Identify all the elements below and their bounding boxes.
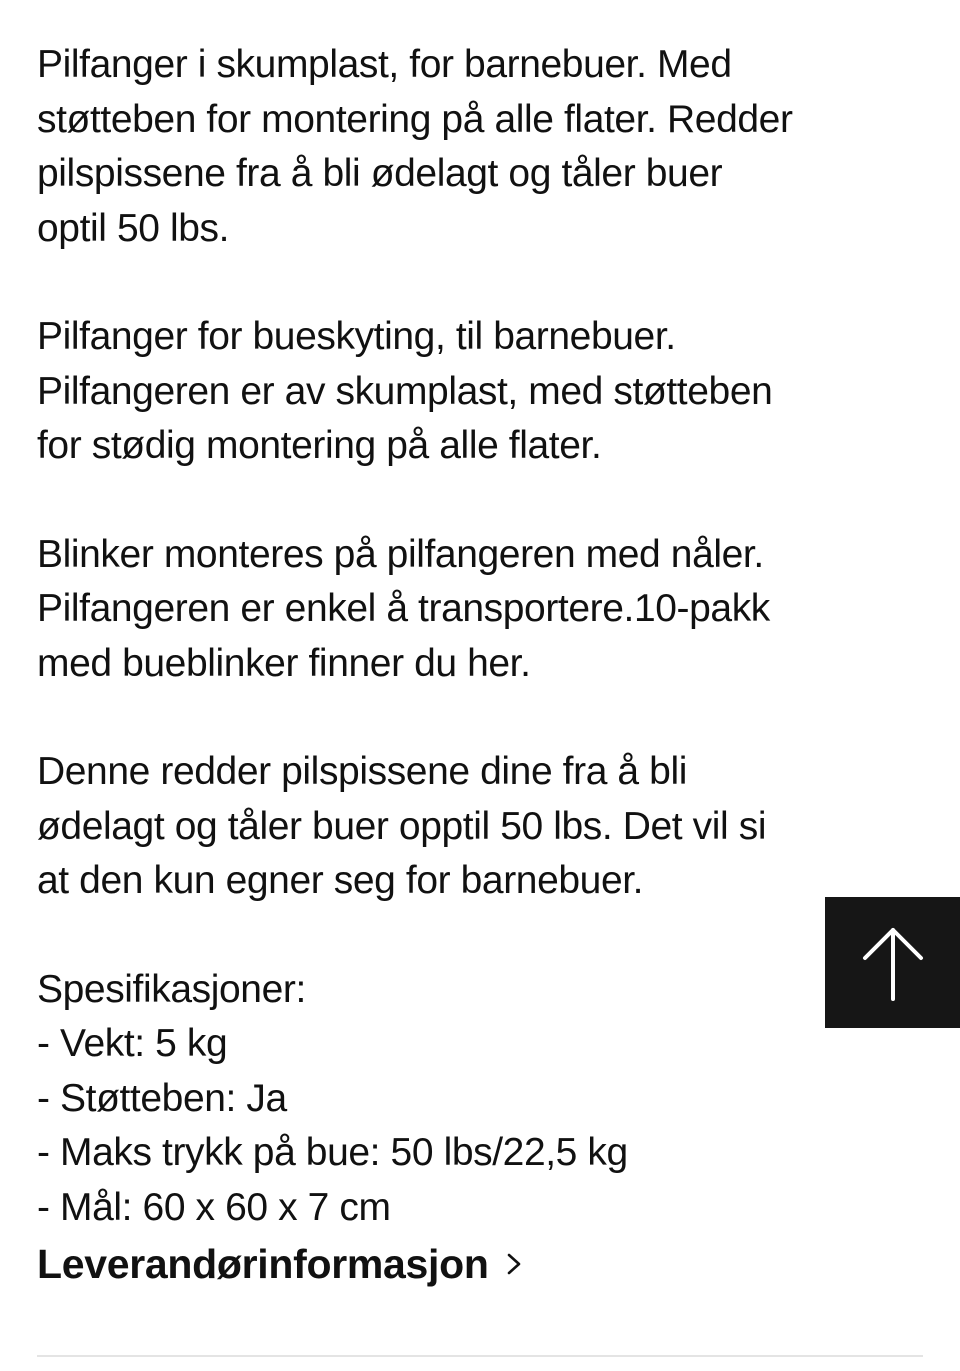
- spec-item-dimensions: - Mål: 60 x 60 x 7 cm: [37, 1185, 391, 1229]
- description-paragraph-4: Denne redder pilspissene dine fra å bli ødelagt og tåler buer opptil 50 lbs. Det vil si at den kun egner seg for barnebuer.: [37, 750, 767, 902]
- description-paragraph-2: Pilfanger for bueskyting, til barnebuer. Pilfangeren er av skumplast, med støtteben for stødig montering på alle flater.: [37, 315, 773, 467]
- specifications: [37, 963, 927, 1236]
- spec-item-max-draw: - Maks trykk på bue: 50 lbs/22,5 kg: [37, 1131, 628, 1174]
- description-paragraph-1: Pilfanger i skumplast, for barnebuer. Med støtteben for montering på alle flater. Redder pilspissene fra å bli ødelagt og tåler buer optil 50 lbs.: [37, 43, 793, 250]
- arrow-up-icon: [861, 925, 925, 1001]
- specifications-heading: Spesifikasjoner:: [37, 967, 306, 1011]
- supplier-info-label: Leverandørinformasjon: [37, 1241, 489, 1287]
- description-paragraph-3: Blinker monteres på pilfangeren med nåler. Pilfangeren er enkel å transportere.10-pakk med bueblinker finner du her.: [37, 532, 770, 685]
- spec-item-support-legs: - Støtteben: Ja: [37, 1076, 287, 1120]
- supplier-info-link[interactable]: [37, 1237, 525, 1291]
- spec-item-weight: - Vekt: 5 kg: [37, 1022, 228, 1065]
- product-description: [37, 38, 927, 1291]
- section-divider: [37, 1355, 923, 1357]
- chevron-right-icon: [503, 1253, 525, 1275]
- scroll-to-top-button[interactable]: [825, 897, 960, 1028]
